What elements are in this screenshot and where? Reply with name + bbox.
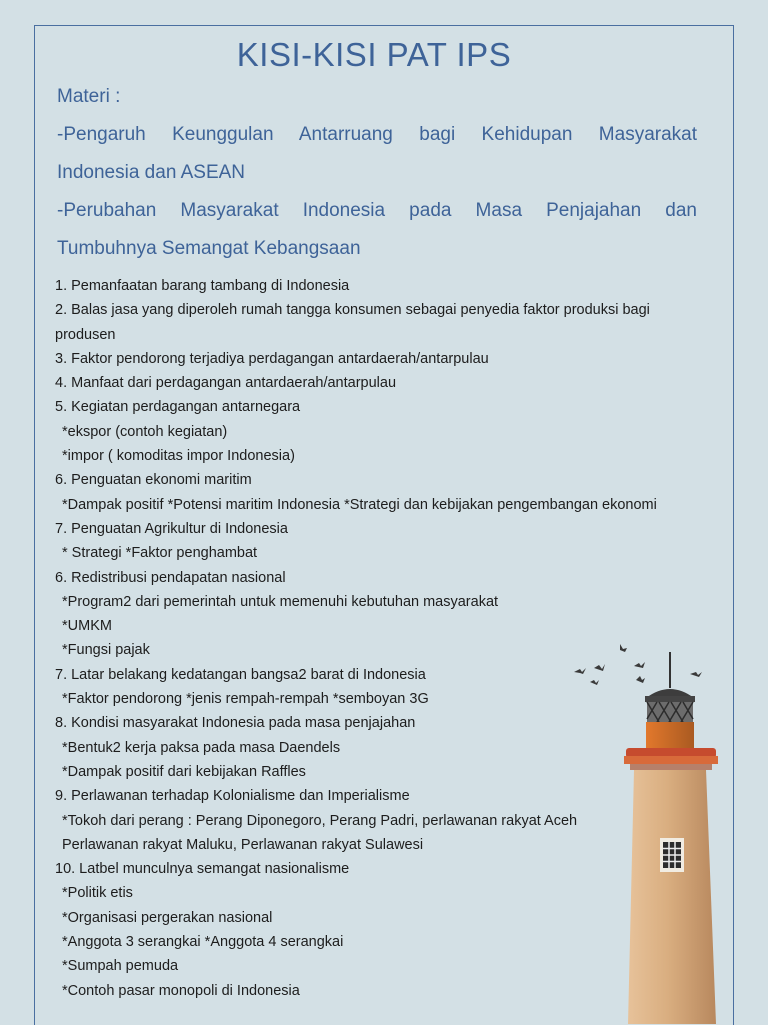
topic-2-line-1: -Perubahan Masyarakat Indonesia pada Masa Penjajahan dan (57, 200, 697, 221)
list-item: 6. Redistribusi pendapatan nasional (55, 569, 286, 586)
birds-icon (574, 644, 702, 685)
list-item: 6. Penguatan ekonomi maritim (55, 472, 252, 489)
list-item: 4. Manfaat dari perdagangan antardaerah/antarpulau (55, 375, 397, 392)
list-item: 5. Kegiatan perdagangan antarnegara (55, 399, 301, 416)
list-subitem: *Sumpah pemuda (62, 958, 179, 975)
document-title: KISI-KISI PAT IPS (236, 36, 512, 73)
list-subitem: *Contoh pasar monopoli di Indonesia (62, 982, 300, 999)
list-subitem: *ekspor (contoh kegiatan) (62, 423, 228, 440)
list-subitem: *Program2 dari pemerintah untuk memenuhi kebutuhan masyarakat (62, 593, 499, 610)
list-item: 9. Perlawanan terhadap Kolonialisme dan Imperialisme (55, 788, 410, 805)
list-item: 7. Penguatan Agrikultur di Indonesia (55, 520, 288, 537)
list-subitem: * Strategi *Faktor penghambat (62, 545, 258, 562)
list-item: 1. Pemanfaatan barang tambang di Indonesia (55, 278, 350, 294)
materi-section (57, 78, 697, 268)
list-subitem: *Organisasi pergerakan nasional (62, 909, 273, 926)
list-item: 10. Latbel munculnya semangat nasionalisme (55, 861, 350, 878)
list-subitem: *Dampak positif dari kebijakan Raffles (62, 763, 306, 780)
list-subitem: *impor ( komoditas impor Indonesia) (62, 448, 295, 465)
list-item: 3. Faktor pendorong terjadiya perdagangan antardaerah/antarpulau (55, 350, 489, 367)
list-subitem: *Faktor pendorong *jenis rempah-rempah *semboyan 3G (62, 691, 429, 708)
list-subitem: *Politik etis (62, 885, 133, 902)
topic-1-line-2: Indonesia dan ASEAN (57, 162, 246, 183)
list-subitem: *UMKM (62, 618, 112, 635)
list-item: 7. Latar belakang kedatangan bangsa2 barat di Indonesia (55, 666, 426, 683)
topic-2-line-2: Tumbuhnya Semangat Kebangsaan (57, 238, 361, 259)
list-subitem: Perlawanan rakyat Maluku, Perlawanan rakyat Sulawesi (62, 836, 424, 853)
topic-1-line-1: -Pengaruh Keunggulan Antarruang bagi Kehidupan Masyarakat (57, 124, 697, 145)
list-item: produsen (55, 326, 116, 343)
list-item: 8. Kondisi masyarakat Indonesia pada masa penjajahan (55, 715, 416, 732)
materi-heading: Materi : (57, 86, 121, 107)
list-subitem: *Bentuk2 kerja paksa pada masa Daendels (62, 739, 341, 756)
list-subitem: *Fungsi pajak (62, 642, 150, 659)
list-item: 2. Balas jasa yang diperoleh rumah tangga konsumen sebagai penyedia faktor produksi bagi (55, 302, 650, 319)
list-subitem: *Dampak positif *Potensi maritim Indonesia *Strategi dan kebijakan pengembangan ekonomi (62, 496, 657, 513)
list-subitem: *Anggota 3 serangkai *Anggota 4 serangkai (62, 934, 344, 951)
lighthouse-illustration (560, 630, 768, 1024)
list-subitem: *Tokoh dari perang : Perang Diponegoro, Perang Padri, perlawanan rakyat Aceh (62, 812, 578, 829)
